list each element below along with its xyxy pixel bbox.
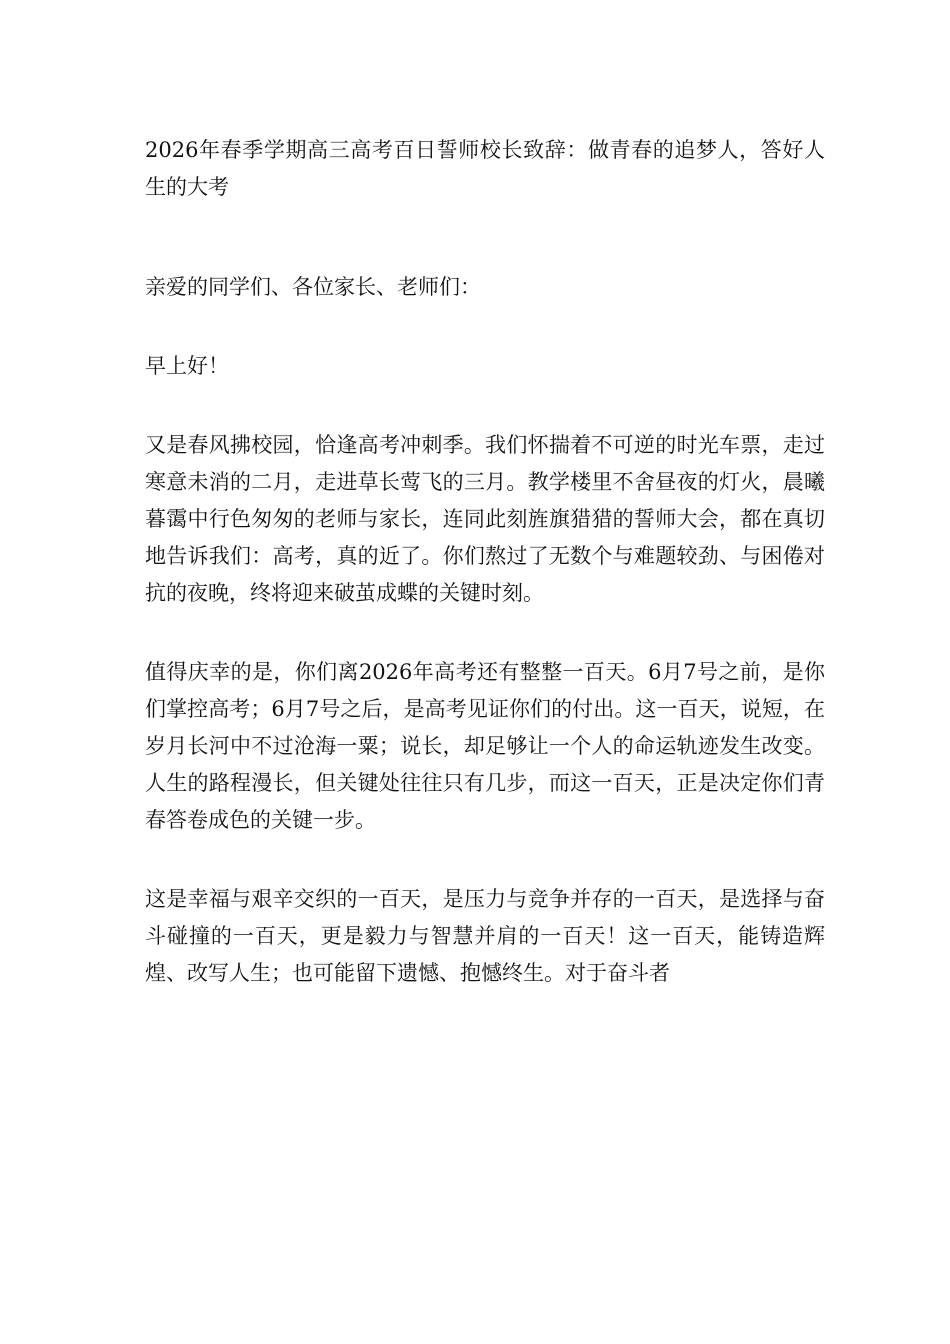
document-body: [145, 132, 825, 1034]
document-title: 2026年春季学期高三高考百日誓师校长致辞：做青春的追梦人，答好人生的大考: [145, 138, 825, 199]
paragraph-3: 这是幸福与艰辛交织的一百天，是压力与竞争并存的一百天，是选择与奋斗碰撞的一百天，更是毅力与智慧并肩的一百天！这一百天，能铸造辉煌、改写人生；也可能留下遗憾、抱憾终生。对于奋斗者: [145, 887, 825, 985]
salutation: 早上好！: [145, 354, 229, 378]
greeting: 亲爱的同学们、各位家长、老师们：: [145, 275, 481, 299]
paragraph-1: 又是春风拂校园，恰逢高考冲刺季。我们怀揣着不可逆的时光车票，走过寒意未消的二月，走进草长莺飞的三月。教学楼里不舍昼夜的灯火，晨曦暮霭中行色匆匆的老师与家长，连同此刻旌旗猎猎的誓师大会，都在真切地告诉我们：高考，真的近了。你们熬过了无数个与难题较劲、与困倦对抗的夜晚，终将迎来破茧成蝶的关键时刻。: [145, 433, 825, 605]
paragraph-2: 值得庆幸的是，你们离2026年高考还有整整一百天。6月7号之前，是你们掌控高考；6月7号之后，是高考见证你们的付出。这一百天，说短，在岁月长河中不过沧海一粟；说长，却足够让一个人的命运轨迹发生改变。人生的路程漫长，但关键处往往只有几步，而这一百天，正是决定你们青春答卷成色的关键一步。: [145, 660, 825, 832]
